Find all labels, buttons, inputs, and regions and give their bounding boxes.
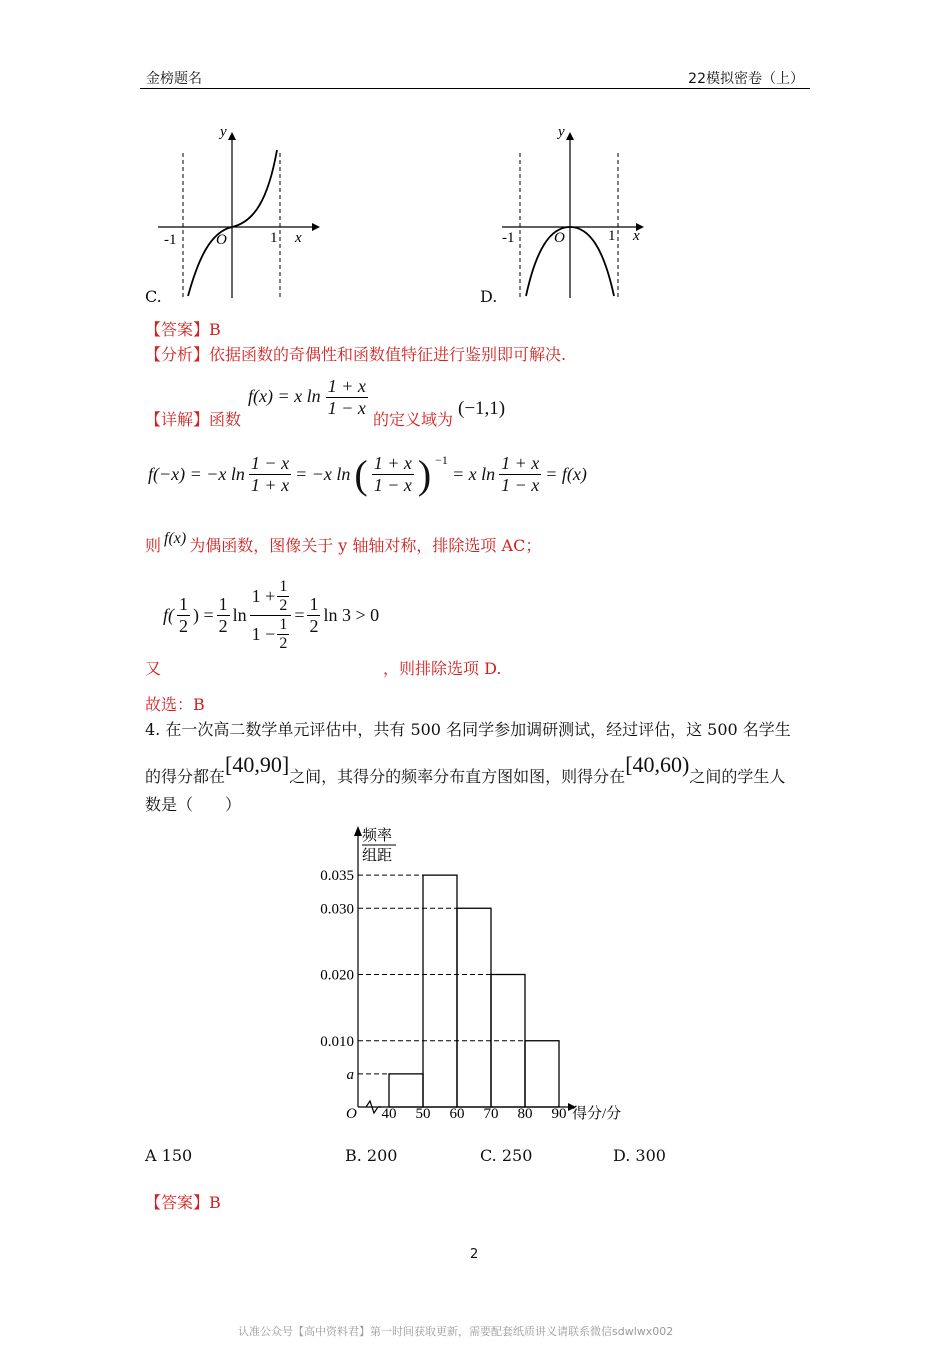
header-left: 金榜题名 [146,71,202,87]
graph-c-x-label: x [295,230,302,246]
graph-c-y-label: y [220,124,227,140]
graph-d-pos-one: 1 [608,228,616,244]
page-number: 2 [470,1247,479,1262]
hist-ylabel-bottom: 组距 [362,848,393,864]
hist-xlabel: 得分/分 [572,1106,622,1122]
q4-line1: 4. 在一次高二数学单元评估中，共有 500 名同学参加调研测试，经过评估，这 500 名学生 [145,720,791,739]
q3-detail-mid: 的定义域为 [373,410,454,429]
q4-line3: 数是（ ） [145,795,242,814]
hist-y-tick-0: 0.035 [320,868,354,885]
q4-option-a: A 150 [145,1146,193,1165]
hist-x-tick-60: 60 [449,1106,465,1122]
graph-c-pos-one: 1 [270,230,278,246]
graph-c-y-arrow [228,132,236,140]
graph-c [150,120,330,305]
graph-d-neg-one: -1 [502,230,515,246]
hist-y-tick-3: 0.010 [320,1033,354,1050]
histogram [310,822,640,1127]
q3-detail-tag: 【详解】函数 [145,410,242,429]
graph-d [490,120,670,305]
hist-x-tick-40: 40 [381,1106,397,1122]
hist-x-tick-50: 50 [415,1106,431,1122]
hist-y-tick-4: a [346,1066,354,1083]
hist-y-tick-1: 0.030 [320,901,354,918]
graph-d-y-arrow [566,132,574,140]
q3-you: 又 [145,659,162,678]
graph-c-origin: O [216,232,227,248]
q3-analysis-text: 依据函数的奇偶性和函数值特征进行鉴别即可解决. [209,345,567,364]
hist-origin: O [346,1106,357,1122]
hist-y-arrow [354,826,362,836]
q4-line2: 的得分都在[40,90]之间，其得分的频率分布直方图如图，则得分在[40,60)之间的学生人 [145,752,786,786]
graph-c-neg-one: -1 [164,232,177,248]
q3-half-equation: f( $\frac{1}{2}$ ) = $\frac{1}{2}$ ln 1 + $\frac{1}{2}$ 1 − $\frac{1}{2}$ = $\frac{1}{2}$ ln 3 > 0 [163,578,380,652]
graph-d-y-label: y [558,124,565,140]
graph-c-x-arrow [312,223,320,231]
q3-even-line: 则 f(x) 为偶函数，图像关于 y 轴轴对称，排除选项 AC； [145,530,542,555]
q4-option-c: C. 250 [480,1146,533,1165]
q3-conclusion: 故选：B [145,695,205,714]
hist-y-tick-2: 0.020 [320,967,354,984]
q3-detail-formula: f(x) = x ln $\frac{1 + x}{1 - x}$ [248,376,366,418]
q3-analysis-tag: 【分析】 [145,345,210,364]
hist-x-tick-90: 90 [551,1106,567,1122]
hist-ylabel-top: 频率 [362,828,393,844]
q4-option-d: D. 300 [613,1146,666,1165]
hist-bar-40-50 [389,1074,423,1107]
option-c-label: C. [145,287,162,306]
q3-answer: 【答案】B [145,320,221,339]
q3-domain: (−1,1) [458,398,506,419]
graph-d-origin: O [554,230,565,246]
q4-answer: 【答案】B [145,1193,221,1212]
footer-note: 认准公众号【高中资料君】第一时间获取更新，需要配套纸质讲义请联系微信sdwlwx002 [238,1325,674,1338]
option-d-label: D. [480,287,498,306]
header-right: 22模拟密卷（上） [688,71,804,87]
hist-x-tick-70: 70 [483,1106,499,1122]
hist-x-tick-80: 80 [517,1106,533,1122]
hist-bar-50-60 [423,875,457,1107]
hist-bar-80-90 [525,1041,559,1107]
q3-analysis [145,342,566,365]
q3-exclude-d: ，则排除选项 D. [383,659,502,678]
q3-parity-equation: f(−x) = −x ln $\frac{1 - x}{1 + x}$ = −x ln ( $\frac{1 + x}{1 - x}$ ) −1 = x ln $\frac{1 + x}{1 - x}$ = f(x) [148,451,587,497]
graph-d-x-label: x [633,228,640,244]
header-rule [140,88,810,89]
q4-option-b: B. 200 [345,1146,398,1165]
hist-bar-60-70 [457,908,491,1107]
